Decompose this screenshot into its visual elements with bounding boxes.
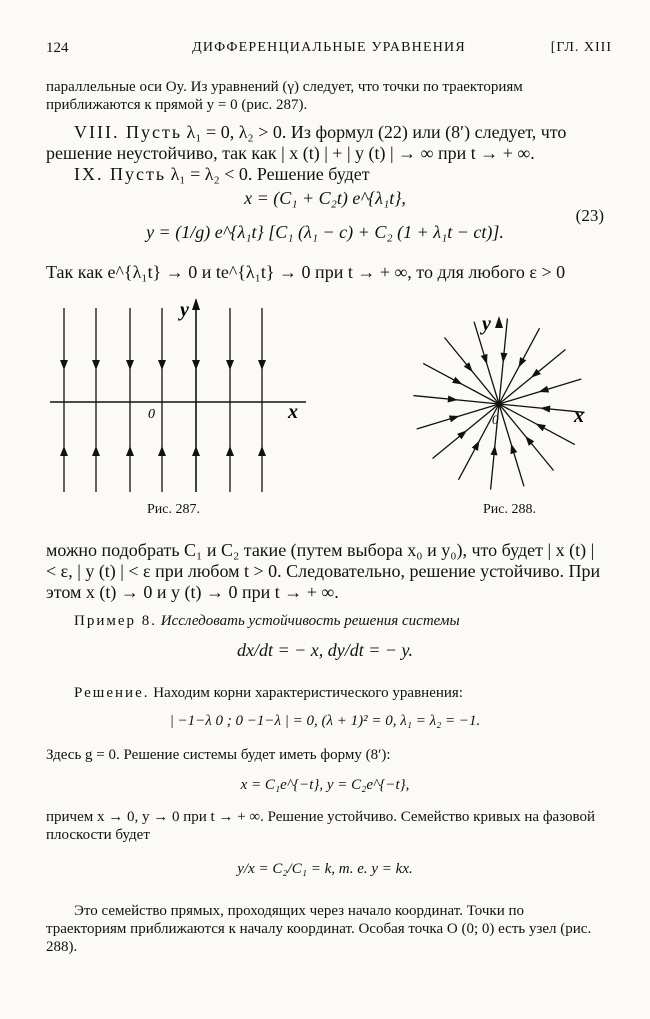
characteristic-equation: | −1−λ 0 ; 0 −1−λ | = 0, (λ + 1)² = 0, λ₁ = λ₂ = −1. [169,713,481,729]
x-axis-label: x [288,401,298,423]
node-trajectories [413,318,584,489]
y-axis-arrowhead [495,316,503,328]
running-title: ДИФФЕРЕНЦИАЛЬНЫЕ УРАВНЕНИЯ [192,40,466,55]
para-here [46,746,604,764]
page-header [46,40,612,62]
node-arrow [449,416,460,423]
page-number: 124 [46,40,69,56]
case-8-text: λ₁ = 0, λ₂ > 0. Из формул (22) или (8′) следует, что решение неустойчиво, так как | x (t) | + | y (t) | → ∞ при t → + ∞. [46,122,567,163]
case-9-text: λ₁ = λ₂ < 0. Решение будет [170,164,370,184]
solution-intro [46,684,604,702]
arrow-down [226,360,234,370]
arrow-up [226,446,234,456]
family-equation: y/x = C₂/C₁ = k, т. е. y = kx. [237,861,413,877]
equation-23-line-1: x = (C₁ + C₂t) e^{λ₁t}, [244,188,406,208]
x-axis-label: x [574,405,584,427]
arrow-down [126,360,134,370]
arrow-down [92,360,100,370]
example-text: Исследовать устойчивость решения системы [160,613,460,629]
origin-label: 0 [148,407,155,422]
equation-23-line-2: y = (1/g) e^{λ₁t} [C₁ (λ₁ − c) + C₂ (1 + λ₁t − ct)]. [146,222,504,242]
case-9-label: IX. Пусть [74,164,167,184]
node-arrow [511,444,518,455]
node-arrow [501,353,508,363]
node-arrow [472,440,480,450]
para-here-text: Здесь g = 0. Решение системы будет иметь форму (8′): [46,747,391,763]
para-final-text: Это семейство прямых, проходящих через начало координат. Точки по траекториям приближаются к началу координат. Особая точка O (0; 0) есть узел (рис. 288). [46,903,592,955]
y-axis-label: y [180,299,189,321]
chapter-label: [ГЛ. XIII [550,40,612,55]
para-moreover [46,808,604,844]
node-arrow [481,354,488,365]
equation-number-23: (23) [575,206,604,225]
node-arrow [452,377,462,385]
solution-text: Находим корни характеристического уравнения: [153,685,463,701]
para-moreover-text: причем x → 0, y → 0 при t → + ∞. Решение устойчиво. Семейство кривых на фазовой плоскости будет [46,809,596,843]
arrow-up [126,446,134,456]
node-arrow [535,423,545,431]
para-intro [46,78,604,114]
figure-288-caption: Рис. 288. [483,502,536,517]
figure-287 [44,296,316,498]
para-since-text: Так как e^{λ₁t} → 0 и te^{λ₁t} → 0 при t → + ∞, то для любого ε > 0 [46,262,566,282]
para-since [46,262,604,283]
trajectory-lines [64,300,262,492]
arrow-up [158,446,166,456]
para-choose [46,540,604,603]
figure-288 [408,308,590,498]
para-intro-text: параллельные оси Oy. Из уравнений (γ) следует, что точки по траекториям приближаются к прямой y = 0 (рис. 287). [46,79,523,113]
node-arrow [490,445,497,455]
arrow-up [192,446,200,456]
y-axis-arrowhead [192,298,200,310]
arrow-down [60,360,68,370]
system-equation: dx/dt = − x, dy/dt = − y. [236,640,414,660]
y-axis-label: y [482,313,491,335]
para-choose-text: можно подобрать C₁ и C₂ такие (путем выбора x₀ и y₀), что будет | x (t) | < ε, | y (t) | < ε при любом t > 0. Следовательно, решение устойчиво. При этом x (t) → 0 и y (t) → 0 при t → + ∞. [46,540,601,602]
case-8 [46,122,604,164]
node-arrow [540,406,550,413]
figure-287-caption: Рис. 287. [147,502,200,517]
origin-label: 0 [492,412,499,427]
node-arrow [539,386,550,393]
arrow-down [192,360,200,370]
node-arrow [518,357,526,367]
arrow-down [158,360,166,370]
arrow-up [60,446,68,456]
solution-label: Решение. [74,685,150,701]
example-label: Пример 8. [74,613,158,629]
direction-arrows [60,298,266,456]
node-arrow [448,395,458,402]
example-8 [46,612,604,630]
para-final [46,902,604,956]
case-9 [46,164,604,185]
case-8-label: VIII. Пусть [74,122,183,142]
arrow-up [258,446,266,456]
arrow-down [258,360,266,370]
arrow-up [92,446,100,456]
solution-equation: x = C₁e^{−t}, y = C₂e^{−t}, [240,777,410,793]
